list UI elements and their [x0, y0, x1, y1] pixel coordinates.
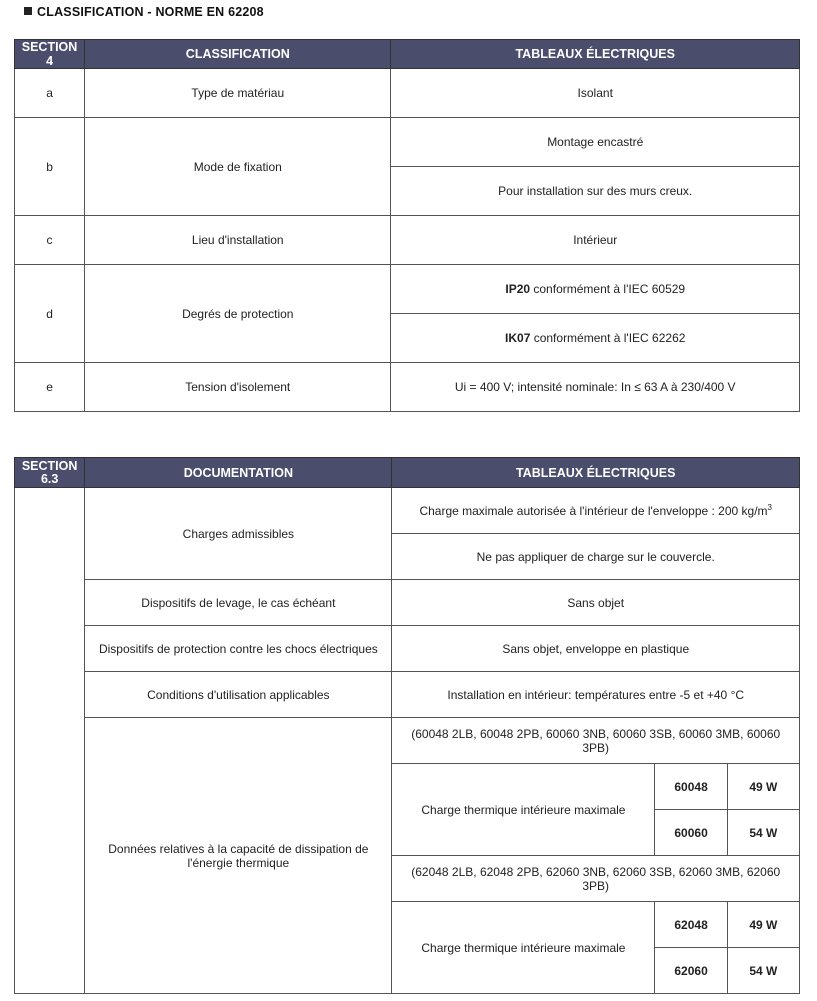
row-label: Type de matériau: [85, 69, 391, 118]
model-ref: 60048: [655, 764, 727, 810]
model-power: 49 W: [727, 764, 799, 810]
charge-max-text: Charge maximale autorisée à l'intérieur de l'enveloppe : 200 kg/m: [419, 504, 768, 518]
models-list: (60048 2LB, 60048 2PB, 60060 3NB, 60060 3SB, 60060 3MB, 60060 3PB): [392, 718, 800, 764]
ip-rating-text: conformément à l'IEC 60529: [530, 282, 686, 296]
table2-header-documentation: DOCUMENTATION: [85, 458, 392, 488]
models-list: (62048 2LB, 62048 2PB, 62060 3NB, 62060 3SB, 62060 3MB, 62060 3PB): [392, 856, 800, 902]
model-ref: 62048: [655, 902, 727, 948]
model-ref: 62060: [655, 948, 727, 994]
row-value: Intérieur: [391, 216, 800, 265]
square-bullet-icon: [24, 7, 32, 15]
row-value: Installation en intérieur: températures entre -5 et +40 °C: [392, 672, 800, 718]
classification-table: [14, 39, 800, 412]
row-label: Dispositifs de protection contre les chocs électriques: [85, 626, 392, 672]
heading-text: CLASSIFICATION - NORME EN 62208: [37, 5, 264, 19]
model-power: 54 W: [727, 948, 799, 994]
row-label: Données relatives à la capacité de dissipation de l'énergie thermique: [85, 718, 392, 994]
row-value: Ne pas appliquer de charge sur le couvercle.: [392, 534, 800, 580]
row-label: Charges admissibles: [85, 488, 392, 580]
table2-header-section: SECTION 6.3: [15, 458, 85, 488]
model-power: 49 W: [727, 902, 799, 948]
section-empty-cell: [15, 488, 85, 994]
row-id: e: [15, 363, 85, 412]
table-row: [15, 118, 800, 167]
ik-rating: IK07: [505, 331, 531, 345]
row-id: c: [15, 216, 85, 265]
table2-header-tableaux: TABLEAUX ÉLECTRIQUES: [392, 458, 800, 488]
row-label: Conditions d'utilisation applicables: [85, 672, 392, 718]
row-label: Degrés de protection: [85, 265, 391, 363]
row-value: Montage encastré: [391, 118, 800, 167]
table-row: [15, 626, 800, 672]
table-row: [15, 718, 800, 764]
row-value: Pour installation sur des murs creux.: [391, 167, 800, 216]
thermal-charge-label: Charge thermique intérieure maximale: [392, 764, 655, 856]
table-row: [15, 265, 800, 314]
table2-header-row: [15, 458, 800, 488]
thermal-charge-label: Charge thermique intérieure maximale: [392, 902, 655, 994]
table-row: [15, 69, 800, 118]
row-value: [392, 488, 800, 534]
table-row: [15, 363, 800, 412]
table-row: [15, 488, 800, 534]
ip-rating: IP20: [505, 282, 531, 296]
row-id: a: [15, 69, 85, 118]
ik-rating-text: conformément à l'IEC 62262: [530, 331, 686, 345]
row-id: b: [15, 118, 85, 216]
table1-header-tableaux: TABLEAUX ÉLECTRIQUES: [391, 40, 800, 69]
row-value: Sans objet: [392, 580, 800, 626]
row-value: Ui = 400 V; intensité nominale: In ≤ 63 A à 230/400 V: [391, 363, 800, 412]
row-label: Tension d'isolement: [85, 363, 391, 412]
table1-header-section: SECTION 4: [15, 40, 85, 69]
table1-header-row: [15, 40, 800, 69]
table1-header-classification: CLASSIFICATION: [85, 40, 391, 69]
row-value: Sans objet, enveloppe en plastique: [392, 626, 800, 672]
model-power: 54 W: [727, 810, 799, 856]
row-id: d: [15, 265, 85, 363]
row-value: [391, 265, 800, 314]
row-label: Dispositifs de levage, le cas échéant: [85, 580, 392, 626]
table-row: [15, 672, 800, 718]
table-row: [15, 580, 800, 626]
page-heading: [24, 5, 264, 19]
row-label: Mode de fixation: [85, 118, 391, 216]
documentation-table: [14, 457, 800, 994]
model-ref: 60060: [655, 810, 727, 856]
row-value: [391, 314, 800, 363]
row-label: Lieu d'installation: [85, 216, 391, 265]
table-row: [15, 216, 800, 265]
row-value: Isolant: [391, 69, 800, 118]
charge-max-unit-exponent: 3: [767, 503, 772, 512]
